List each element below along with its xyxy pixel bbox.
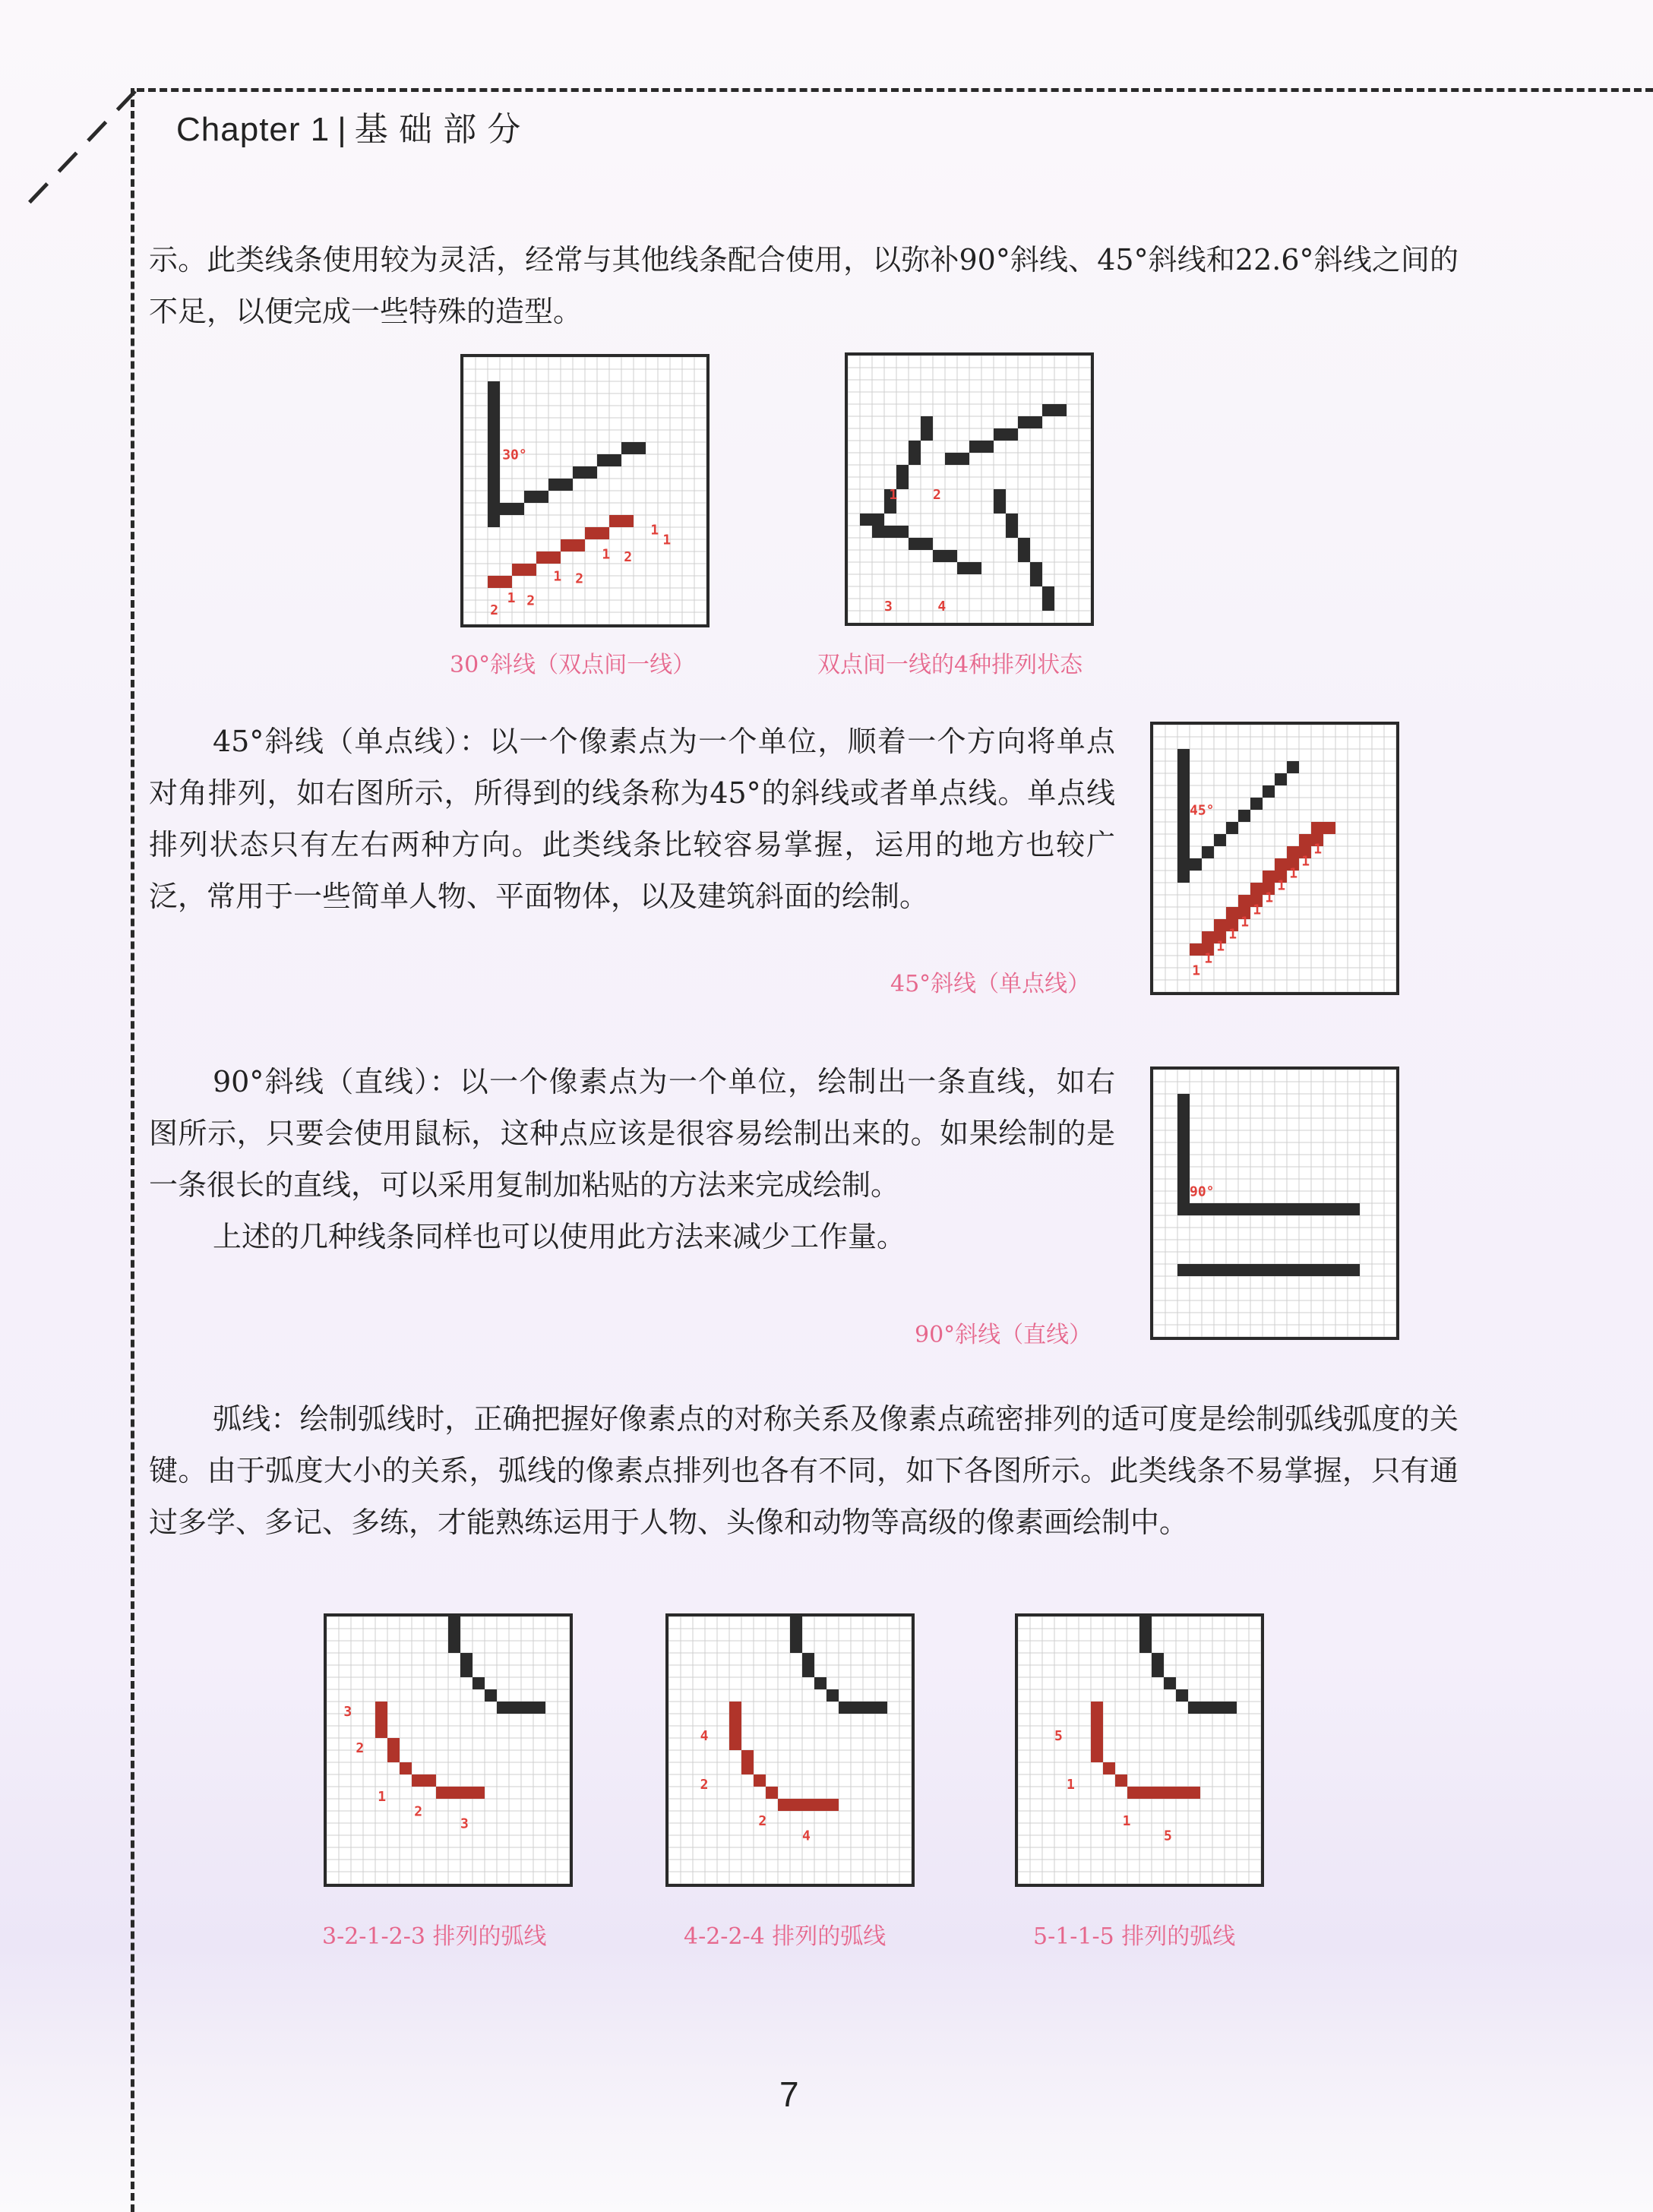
arc-pixel [485, 1689, 497, 1702]
pixel [896, 477, 909, 489]
state-label-4: 4 [937, 599, 947, 615]
pixel [1335, 1203, 1348, 1215]
figure-four-states [845, 352, 1094, 626]
arc-pixel [375, 1714, 387, 1726]
figure-90-degree-line [1150, 1066, 1399, 1340]
pixel [1006, 526, 1018, 538]
pixel [1275, 773, 1287, 785]
pixel [1226, 1203, 1238, 1215]
pixel [1323, 822, 1335, 834]
pixel [957, 453, 969, 465]
pixel [1177, 1094, 1190, 1106]
arc-pixel [473, 1677, 485, 1689]
pixel [872, 526, 884, 538]
pixel [621, 515, 634, 527]
arc-pixel [851, 1702, 863, 1714]
pixel-count-label: 1 [1277, 877, 1286, 894]
arc-pixel [766, 1787, 778, 1799]
pixel-count-label: 1 [1301, 853, 1310, 870]
pixel [488, 503, 500, 515]
pixel [1006, 514, 1018, 526]
caption-45-degree-line: 45°斜线（单点线） [890, 971, 1091, 997]
arc-pixel [1103, 1762, 1115, 1774]
pixel [524, 491, 536, 503]
pixel [1030, 574, 1042, 586]
pixel [488, 576, 500, 588]
arc-pixel [448, 1629, 460, 1641]
arc-pixel [778, 1799, 790, 1811]
pixel [1030, 416, 1042, 428]
arc-pixel [802, 1653, 814, 1665]
pixel [1250, 883, 1263, 895]
pixel [548, 551, 561, 564]
pixel-count-label: 1 [1204, 950, 1213, 967]
pixel [585, 466, 597, 479]
pixel [1226, 1264, 1238, 1276]
pixel [1177, 858, 1190, 871]
pixel [488, 454, 500, 466]
state-label-1: 1 [889, 486, 898, 503]
pixel [488, 491, 500, 503]
arc-count-label: 3 [460, 1815, 469, 1832]
arc-pixel [1225, 1702, 1237, 1714]
pixel [573, 466, 585, 479]
arc-pixel [790, 1799, 802, 1811]
state-label-2: 2 [933, 486, 941, 503]
arc-count-label: 4 [700, 1728, 709, 1745]
pixel [1250, 798, 1263, 810]
pixel [1214, 919, 1226, 931]
pixel [909, 538, 921, 550]
caption-four-states: 双点间一线的4种排列状态 [817, 652, 1083, 678]
pixel [488, 406, 500, 418]
pixel [1287, 846, 1299, 858]
pixel [1177, 810, 1190, 822]
pixel [945, 453, 957, 465]
pixel [1275, 1203, 1287, 1215]
pixel [896, 526, 909, 538]
pixel [488, 479, 500, 491]
pixel [488, 381, 500, 393]
pixel [512, 503, 524, 515]
caption-arc-4-2-2-4: 4-2-2-4 排列的弧线 [684, 1923, 887, 1950]
pixel [921, 416, 933, 428]
arc-pixel [497, 1702, 509, 1714]
pixel [1202, 846, 1214, 858]
arc-pixel [1212, 1702, 1225, 1714]
pixel [1177, 1179, 1190, 1191]
pixel [1263, 871, 1275, 883]
pixel [1177, 785, 1190, 798]
pixel [1177, 822, 1190, 834]
line45-paragraph: 45°斜线（单点线）：以一个像素点为一个单位，顺着一个方向将单点对角排列，如右图所示，所得到的线条称为45°的斜线或者单点线。单点线排列状态只有左右两种方向。此类线条比较容易掌握，运用的地方也较广泛，常用于一些简单人物、平面物体，以及建筑斜面的绘制。 [149, 725, 1115, 913]
pixel [597, 527, 609, 539]
pixel [1177, 761, 1190, 773]
pixel [1202, 1264, 1214, 1276]
pixel [1177, 1155, 1190, 1167]
pixel [969, 441, 981, 453]
arc-pixel [802, 1665, 814, 1677]
pixel [1177, 773, 1190, 785]
arc-pixel [1200, 1702, 1212, 1714]
pixel [1177, 1142, 1190, 1155]
pixel [1238, 810, 1250, 822]
arc-pixel [460, 1787, 473, 1799]
pixel [1177, 846, 1190, 858]
arc-pixel [1152, 1787, 1164, 1799]
arc-count-label: 5 [1164, 1828, 1172, 1844]
pixel [1287, 1203, 1299, 1215]
pixel [884, 526, 896, 538]
pixel-count-label: 1 [1216, 938, 1225, 955]
pixel [1250, 1264, 1263, 1276]
arc-pixel [521, 1702, 533, 1714]
pixel [1299, 1264, 1311, 1276]
arc-pixel [387, 1738, 400, 1750]
angle-label-45: 45° [1190, 802, 1215, 819]
pixel [500, 503, 512, 515]
pixel-count-label: 2 [575, 570, 584, 587]
arc-pixel [1188, 1702, 1200, 1714]
pixel [609, 515, 621, 527]
arc-pixel [533, 1702, 545, 1714]
pixel [933, 550, 945, 562]
pixel [1323, 1203, 1335, 1215]
pixel [1214, 1203, 1226, 1215]
pixel [994, 428, 1006, 441]
line90-paragraph: 90°斜线（直线）：以一个像素点为一个单位，绘制出一条直线，如右图所示，只要会使用鼠标，这种点应该是很容易绘制出来的。如果绘制的是一条很长的直线，可以采用复制加粘贴的方法来完成绘制。 上述的几种线条同样也可以使用此方法来减少工作量。 [149, 1065, 1115, 1253]
arc-pixel [1091, 1702, 1103, 1714]
intro-paragraph: 示。此类线条使用较为灵活，经常与其他线条配合使用，以弥补90°斜线、45°斜线和22.6°斜线之间的不足，以便完成一些特殊的造型。 [149, 243, 1459, 328]
pixel [1311, 1264, 1323, 1276]
arc-pixel [1091, 1738, 1103, 1750]
pixel [1311, 1203, 1323, 1215]
pixel [921, 428, 933, 441]
pixel-count-label: 1 [1313, 841, 1323, 858]
pixel [1311, 822, 1323, 834]
pixel [512, 564, 524, 576]
corner-dashed-diagonal [15, 88, 137, 217]
chapter-header [176, 102, 521, 150]
pixel [1177, 871, 1190, 883]
arc-pixel [790, 1616, 802, 1629]
header-separator: | [337, 111, 347, 148]
pixel [1287, 1264, 1299, 1276]
pixel [1238, 1264, 1250, 1276]
arc-count-label: 1 [1067, 1777, 1075, 1793]
arc-pixel [460, 1665, 473, 1677]
pixel [1226, 907, 1238, 919]
pixel [1323, 1264, 1335, 1276]
arc-pixel [1176, 1689, 1188, 1702]
pixel [1250, 1203, 1263, 1215]
pixel [536, 491, 548, 503]
figure-45-degree-line [1150, 722, 1399, 995]
arc-pixel [375, 1726, 387, 1738]
arc-pixel [826, 1689, 839, 1702]
pixel [488, 393, 500, 406]
pixel [1190, 858, 1202, 871]
arc-pixel [1139, 1787, 1152, 1799]
arc-pixel [790, 1629, 802, 1641]
arc-pixel [1152, 1653, 1164, 1665]
caption-30-degree-line: 30°斜线（双点间一线） [450, 652, 696, 678]
pixel [561, 539, 573, 551]
pixel [1287, 761, 1299, 773]
arc-count-label: 3 [343, 1704, 352, 1721]
grid [1018, 1616, 1261, 1884]
pixel [1042, 599, 1054, 611]
arc-pixel [448, 1616, 460, 1629]
pixel [1042, 404, 1054, 416]
figure-arc-4-2-2-4 [665, 1613, 915, 1887]
arc-pixel [839, 1702, 851, 1714]
pixel [1030, 562, 1042, 574]
pixel [585, 527, 597, 539]
pixel [860, 514, 872, 526]
pixel [921, 538, 933, 550]
top-dashed-border [137, 88, 1653, 92]
caption-90-degree-line: 90°斜线（直线） [915, 1322, 1092, 1348]
pixel [488, 430, 500, 442]
pixel-count-label: 1 [1265, 890, 1274, 906]
figure-30-degree-line [460, 354, 710, 627]
pixel [634, 442, 646, 454]
arc-pixel [729, 1714, 741, 1726]
arc-pixel [1164, 1677, 1176, 1689]
arc-pixel [754, 1774, 766, 1787]
pixel-count-label: 1 [662, 532, 672, 548]
pixel [1202, 1203, 1214, 1215]
pixel [969, 562, 981, 574]
grid [668, 1616, 912, 1884]
arc-pixel [412, 1774, 424, 1787]
pixel [1018, 538, 1030, 550]
pixel [1042, 586, 1054, 599]
pixel [597, 454, 609, 466]
angle-label-30: 30° [502, 447, 527, 463]
arc-pixel [741, 1750, 754, 1762]
arc-count-label: 1 [378, 1789, 387, 1806]
pixel [1018, 550, 1030, 562]
arc-count-label: 5 [1054, 1728, 1063, 1745]
angle-label-90: 90° [1190, 1183, 1215, 1200]
pixel [1214, 834, 1226, 846]
arc-pixel [387, 1750, 400, 1762]
pixel [488, 418, 500, 430]
pixel [896, 465, 909, 477]
arc-pixel [424, 1774, 436, 1787]
arc-pixel [729, 1738, 741, 1750]
pixel [1348, 1203, 1360, 1215]
arc-pixel [741, 1762, 754, 1774]
arc-pixel [436, 1787, 448, 1799]
pixel [488, 466, 500, 479]
arc-pixel [509, 1702, 521, 1714]
arc-count-label: 2 [356, 1740, 365, 1757]
arc-pixel [400, 1762, 412, 1774]
pixel [1006, 428, 1018, 441]
pixel [621, 442, 634, 454]
pixel [1177, 1130, 1190, 1142]
arc-pixel [1164, 1787, 1176, 1799]
pixel-count-label: 2 [526, 592, 536, 609]
arc-pixel [1139, 1641, 1152, 1653]
pixel [536, 551, 548, 564]
pixel [994, 501, 1006, 514]
left-dashed-border [131, 88, 134, 2212]
arc-pixel [875, 1702, 887, 1714]
pixel [1177, 1203, 1190, 1215]
figure-arc-5-1-1-5 [1015, 1613, 1264, 1887]
pixel [1177, 1167, 1190, 1179]
arc-count-label: 1 [1122, 1813, 1131, 1830]
pixel-count-label: 1 [602, 546, 611, 563]
pixel-count-label: 1 [650, 522, 659, 539]
pixel [1190, 943, 1202, 956]
arc-count-label: 2 [414, 1803, 423, 1820]
pixel [1177, 1106, 1190, 1118]
pixel-count-label: 1 [1228, 926, 1237, 943]
arc-pixel [729, 1702, 741, 1714]
pixel [1190, 1264, 1202, 1276]
pixel [1177, 1118, 1190, 1130]
pixel [488, 515, 500, 527]
arc-pixel [1127, 1787, 1139, 1799]
caption-arc-5-1-1-5: 5-1-1-5 排列的弧线 [1033, 1923, 1236, 1950]
arc-pixel [1188, 1787, 1200, 1799]
chapter-label: Chapter 1 [176, 111, 330, 148]
pixel [500, 576, 512, 588]
arc-pixel [1139, 1616, 1152, 1629]
arc-pixel [1152, 1665, 1164, 1677]
pixel [1335, 1264, 1348, 1276]
pixel [872, 514, 884, 526]
pixel [1018, 416, 1030, 428]
arc-pixel [448, 1641, 460, 1653]
pixel-count-label: 1 [507, 590, 516, 607]
arc-pixel [460, 1653, 473, 1665]
pixel [1177, 749, 1190, 761]
arc-pixel [473, 1787, 485, 1799]
pixel [1177, 834, 1190, 846]
arc-pixel [826, 1799, 839, 1811]
pixel [884, 501, 896, 514]
pixel [1202, 931, 1214, 943]
pixel [561, 479, 573, 491]
pixel [909, 441, 921, 453]
arc-pixel [863, 1702, 875, 1714]
pixel-count-label: 2 [490, 602, 499, 619]
pixel [1299, 1203, 1311, 1215]
arc-pixel [790, 1641, 802, 1653]
pixel [548, 479, 561, 491]
pixel [981, 441, 994, 453]
pixel [609, 454, 621, 466]
pixel-count-label: 1 [1253, 902, 1262, 918]
pixel [1275, 1264, 1287, 1276]
state-label-3: 3 [884, 599, 893, 615]
pixel [909, 453, 921, 465]
arc-paragraph: 弧线：绘制弧线时，正确把握好像素点的对称关系及像素点疏密排列的适可度是绘制弧线弧度的关键。由于弧度大小的关系，弧线的像素点排列也各有不同，如下各图所示。此类线条不易掌握，只有通过多学、多记、多练，才能熟练运用于人物、头像和动物等高级的像素画绘制中。 [149, 1402, 1459, 1539]
pixel [1299, 834, 1311, 846]
pixel [1190, 1203, 1202, 1215]
pixel [1226, 822, 1238, 834]
pixel [1177, 1191, 1190, 1203]
figure-arc-3-2-1-2-3 [324, 1613, 573, 1887]
pixel [1263, 1264, 1275, 1276]
page-number: 7 [779, 2075, 799, 2114]
pixel-count-label: 2 [624, 548, 633, 565]
arc-count-label: 4 [802, 1828, 811, 1844]
pixel [1263, 785, 1275, 798]
pixel [573, 539, 585, 551]
pixel [945, 550, 957, 562]
pixel [1263, 1203, 1275, 1215]
arc-count-label: 2 [758, 1813, 767, 1830]
pixel [1238, 895, 1250, 907]
pixel-count-label: 1 [553, 568, 562, 585]
arc-pixel [814, 1799, 826, 1811]
pixel [524, 564, 536, 576]
arc-pixel [1091, 1714, 1103, 1726]
pixel [957, 562, 969, 574]
pixel [1054, 404, 1067, 416]
arc-count-label: 2 [700, 1777, 709, 1793]
pixel-count-label: 1 [1289, 865, 1298, 882]
arc-pixel [375, 1702, 387, 1714]
arc-pixel [1115, 1774, 1127, 1787]
pixel [1275, 858, 1287, 871]
pixel [1238, 1203, 1250, 1215]
arc-pixel [1139, 1629, 1152, 1641]
pixel-count-label: 1 [1192, 962, 1201, 979]
arc-pixel [1091, 1726, 1103, 1738]
arc-pixel [1091, 1750, 1103, 1762]
pixel [994, 489, 1006, 501]
arc-pixel [814, 1677, 826, 1689]
pixel [1348, 1264, 1360, 1276]
pixel-count-label: 1 [1241, 914, 1250, 931]
arc-pixel [1176, 1787, 1188, 1799]
pixel [488, 442, 500, 454]
pixel [1177, 798, 1190, 810]
arc-pixel [802, 1799, 814, 1811]
pixel [1177, 1264, 1190, 1276]
arc-pixel [729, 1726, 741, 1738]
caption-arc-3-2-1-2-3: 3-2-1-2-3 排列的弧线 [322, 1923, 547, 1950]
pixel [1214, 1264, 1226, 1276]
arc-pixel [448, 1787, 460, 1799]
section-title: 基 础 部 分 [354, 111, 522, 148]
